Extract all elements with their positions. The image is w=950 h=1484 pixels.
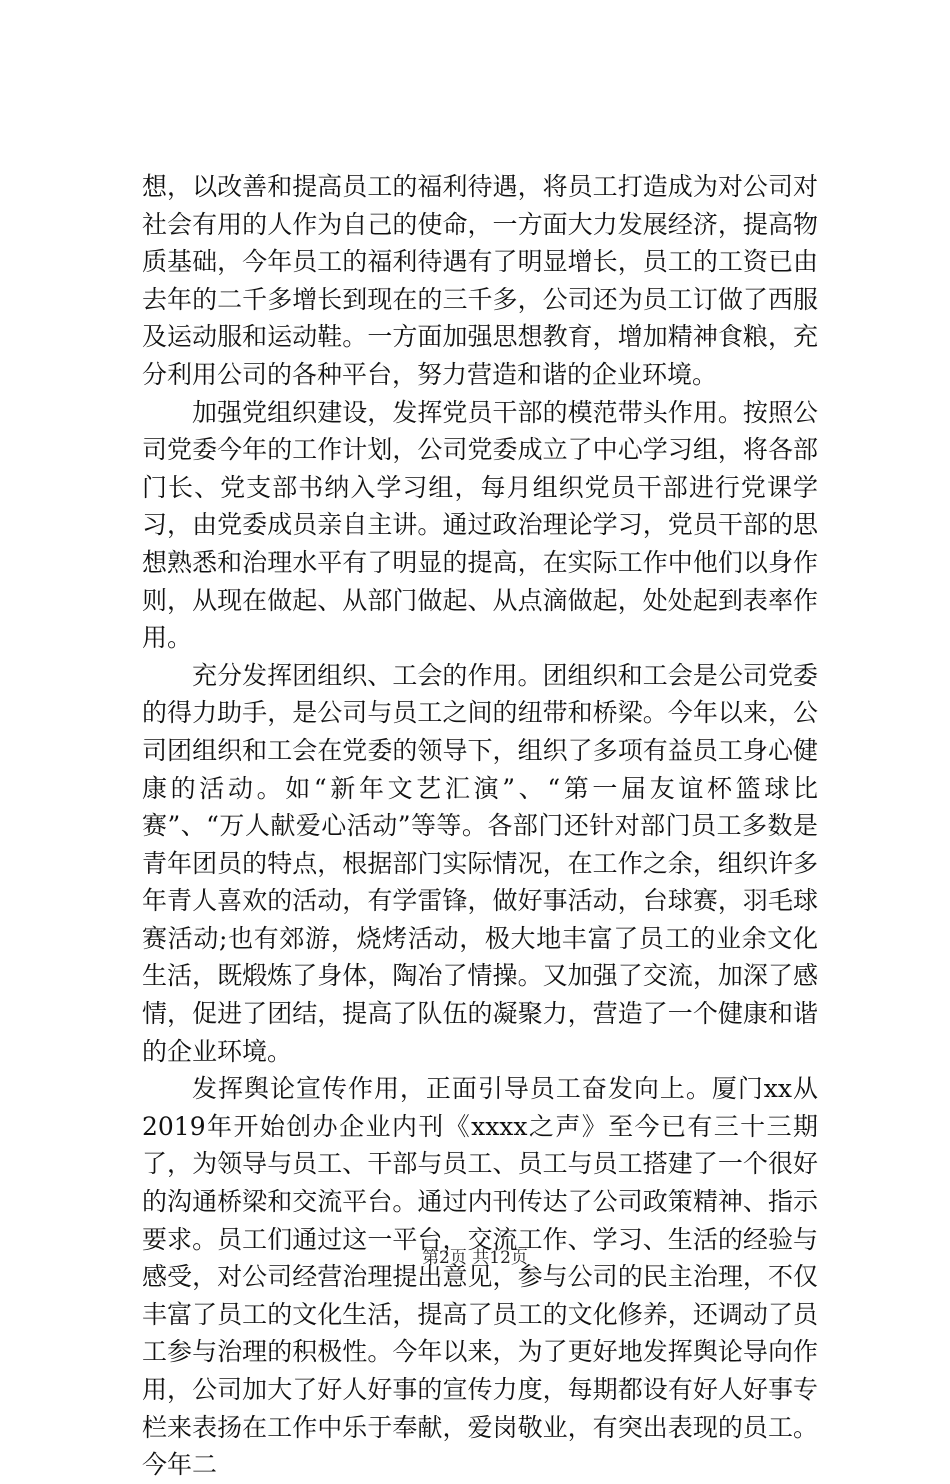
document-body [142,168,818,1484]
page-footer: 第2页 共12页 [422,1248,528,1268]
paragraph-continuation: 想，以改善和提高员工的福利待遇，将员工打造成为对公司对社会有用的人作为自己的使命，一方面大力发展经济，提高物质基础，今年员工的福利待遇有了明显增长，员工的工资已由去年的二千多增长到现在的三千多，公司还为员工订做了西服及运动服和运动鞋。一方面加强思想教育，增加精神食粮，充分利用公司的各种平台，努力营造和谐的企业环境。 [142,172,818,389]
paragraph-party-organization: 加强党组织建设，发挥党员干部的模范带头作用。按照公司党委今年的工作计划，公司党委成立了中心学习组，将各部门长、党支部书纳入学习组，每月组织党员干部进行党课学习，由党委成员亲自主讲。通过政治理论学习，党员干部的思想熟悉和治理水平有了明显的提高，在实际工作中他们以身作则，从现在做起、从部门做起、从点滴做起，处处起到表率作用。 [142,397,818,653]
paragraph-league-union: 充分发挥团组织、工会的作用。团组织和工会是公司党委的得力助手，是公司与员工之间的纽带和桥梁。今年以来，公司团组织和工会在党委的领导下，组织了多项有益员工身心健康的活动。如“新年文艺汇演”、“第一届友谊杯篮球比赛”、“万人献爱心活动”等等。各部门还针对部门员工多数是青年团员的特点，根据部门实际情况，在工作之余，组织许多年青人喜欢的活动，有学雷锋，做好事活动，台球赛，羽毛球赛活动;也有郊游，烧烤活动，极大地丰富了员工的业余文化生活，既煅炼了身体，陶冶了情操。又加强了交流，加深了感情，促进了团结，提高了队伍的凝聚力，营造了一个健康和谐的企业环境。 [142,660,818,1066]
paragraph-publicity: 发挥舆论宣传作用，正面引导员工奋发向上。厦门xx从2019年开始创办企业内刊《xxxx之声》至今已有三十三期了，为领导与员工、干部与员工、员工与员工搭建了一个很好的沟通桥梁和交流平台。通过内刊传达了公司政策精神、指示要求。员工们通过这一平台，交流工作、学习、生活的经验与感受，对公司经营治理提出意见，参与公司的民主治理，不仅丰富了员工的文化生活，提高了员工的文化修养，还调动了员工参与治理的积极性。今年以来，为了更好地发挥舆论导向作用，公司加大了好人好事的宣传力度，每期都设有好人好事专栏来表扬在工作中乐于奉献，爱岗敬业，有突出表现的员工。今年二 [142,1074,818,1480]
